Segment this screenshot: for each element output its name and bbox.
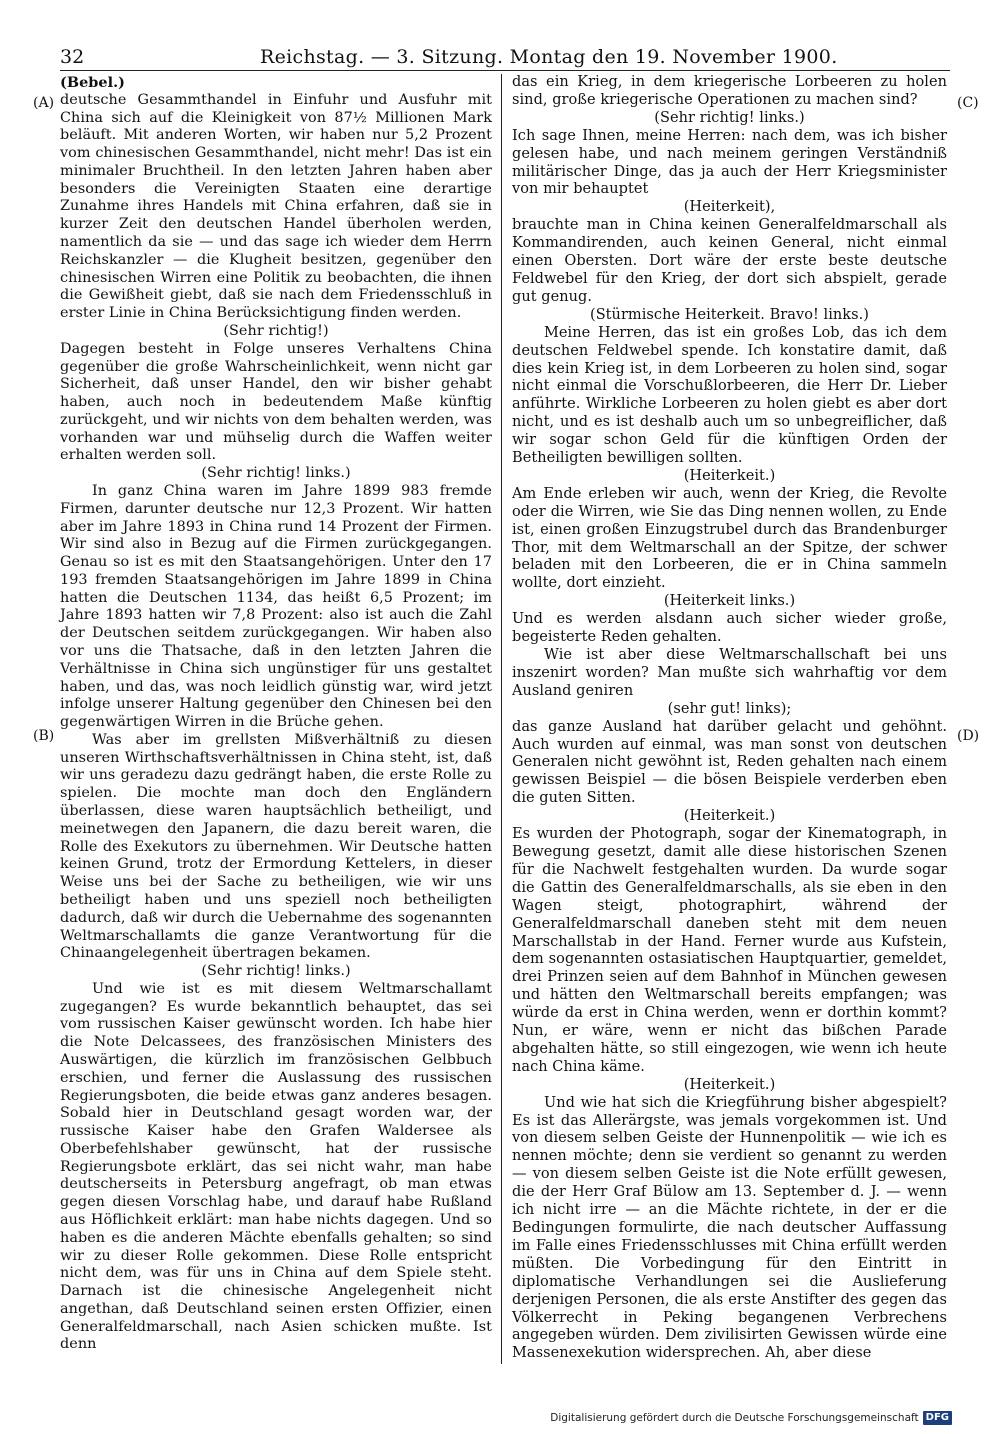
paragraph: Und es werden alsdann auch sicher wieder große, begeisterte Reden gehalten. <box>512 611 947 646</box>
speaker-name: (Bebel.) <box>60 74 126 91</box>
paragraph: In ganz China waren im Jahre 1899 983 fremde Firmen, darunter deutsche nur 12,3 Prozent. Wir hatten aber im Jahre 1893 in China rund 14 Prozent der Firmen. Wir sind also in Bezug auf die Firmen zurückgegangen. Genau so ist es mit den Staatsangehörigen. Unter den 17 193 fremden Staatsangehörigen im Jahre 1899 in China hatten die Deutschen 1134, das heißt 6,5 Prozent; im Jahre 1893 hatten wir 7,8 Prozent: also ist auch die Zahl der Deutschen seitdem zurückgegangen. Wir haben also vor uns die Thatsache, daß in den letzten Jahren die Verhältnisse in China sich ungünstiger für uns gestaltet haben, und das, was noch leidlich günstig war, wird jetzt infolge unserer Haltung gegenüber den Chinesen bei den gegenwärtigen Wirren in die Brüche gehen. <box>60 482 492 731</box>
interjection: (Heiterkeit), <box>683 199 776 216</box>
paragraph: Ich sage Ihnen, meine Herren: nach dem, was ich bisher gelesen habe, und nach meinem geringen Verständniß militärischer Dinge, das ja auch der Herr Kriegsminister von mir behauptet <box>512 127 947 198</box>
column-divider <box>501 74 502 1364</box>
interjection: (Heiterkeit.) <box>683 1076 776 1093</box>
interjection: (Sehr richtig! links.) <box>201 963 351 980</box>
margin-mark-a: (A) <box>33 95 55 111</box>
interjection: (Heiterkeit links.) <box>663 593 796 610</box>
paragraph: Es wurden der Photograph, sogar der Kinematograph, in Bewegung gesetzt, damit alle diese historischen Szenen für die Nachwelt festgehalten wurden. Da wurde sogar die Gattin des Generalfeldmarschalls, als sie eben in den Wagen steigt, photographirt, während der Generalfeldmarschall daneben steht mit dem neuen Marschallstab in der Hand. Ferner wurde aus Kufstein, dem sogenannten ostasiatischen Hauptquartier, gemeldet, drei Prinzen seien auf dem Bahnhof in München gewesen und hätten den Weltmarschall bereits empfangen; was würde da erst in China werden, wenn er dorthin kommt? Nun, er wäre, wenn er nicht das bißchen Parade abgehalten hätte, so still eingezogen, wie wenn ich heute nach China käme. <box>512 826 947 1075</box>
paragraph: Meine Herren, das ist ein großes Lob, das ich dem deutschen Feldwebel spende. Ich konstatire damit, daß dies kein Krieg ist, in dem Lorbeeren zu holen sind, sogar nicht einmal die Vorschußlorbeeren, die Herr Dr. Lieber anführte. Wirkliche Lorbeeren zu holen giebt es aber dort nicht, und es ist deshalb auch um so unbegreiflicher, daß wir sogar schon Geld für die künftigen Orden der Betheiligten bewilligen sollten. <box>512 324 947 467</box>
dfg-logo: DFG <box>923 1411 952 1425</box>
paragraph: Am Ende erleben wir auch, wenn der Krieg, die Revolte oder die Wirren, wie Sie das Ding nennen wollen, zu Ende ist, einen großen Einzugstrubel durch das Brandenburger Thor, mit dem Weltmarschall an der Spitze, der schwer beladen mit den Lorbeeren, die er in China sammeln wollte, dort einzieht. <box>512 485 947 592</box>
left-column <box>60 74 492 1364</box>
paragraph: Und wie hat sich die Kriegführung bisher abgespielt? Es ist das Allerärgste, was jemals vorgekommen ist. Und von diesem selben Geiste der Hunnenpolitik — wie ich es nennen möchte; denn sie verdient so genannt zu werden — von diesem selben Geiste ist die Note erfüllt gewesen, die der Herr Graf Bülow am 13. September d. J. — wenn ich nicht irre — an die Mächte richtete, in der er die Bedingungen formulirte, die nach deutscher Auffassung im Falle eines Friedensschlusses mit China erfüllt werden müßten. Die Vorbedingung für den Eintritt in diplomatische Verhandlungen sei die Auslieferung derjenigen Personen, die als erste Anstifter des gegen das Völkerrecht in Peking begangenen Verbrechens angegeben würden. Dem zivilisirten Gewissen würde eine Massenexekution widersprechen. Ah, aber diese <box>512 1094 947 1362</box>
margin-mark-d: (D) <box>957 728 980 744</box>
paragraph: das ein Krieg, in dem kriegerische Lorbeeren zu holen sind, große kriegerische Operationen zu machen sind? <box>512 74 947 108</box>
interjection: (Heiterkeit.) <box>683 808 776 825</box>
margin-mark-c: (C) <box>957 95 979 111</box>
page-header <box>60 44 950 70</box>
interjection: (Sehr richtig! links.) <box>654 109 805 126</box>
header-rule <box>60 70 950 71</box>
interjection: (sehr gut! links); <box>667 700 792 717</box>
footer-credit: Digitalisierung gefördert durch die Deutsche Forschungsgemeinschaft <box>550 1412 919 1424</box>
paragraph: deutsche Gesammthandel in Einfuhr und Ausfuhr mit China sich auf die Kleinigkeit von 87½ Millionen Mark beläuft. Mit anderen Worten, wir haben nur 5,2 Prozent vom chinesischen Gesammthandel, nicht mehr! Das ist ein minimaler Bruchtheil. In den letzten Jahren haben aber besonders die Vereinigten Staaten eine derartige Zunahme ihres Handels mit China erfahren, daß sie in kurzer Zeit den deutschen Handel überholen werden, namentlich da sie — und das sage ich wieder dem Herrn Reichskanzler — die Klugheit besitzen, gegenüber den chinesischen Wirren eine Politik zu beobachten, die ihnen die Gewißheit giebt, daß sie nach dem Friedensschluß in erster Linie in China Berücksichtigung finden werden. <box>60 91 492 322</box>
running-title: Reichstag. — 3. Sitzung. Montag den 19. November 1900. <box>260 46 838 68</box>
paragraph: Was aber im grellsten Mißverhältniß zu diesen unseren Wirthschaftsverhältnissen in China steht, ist, daß wir uns geradezu dazu gedrängt haben, die erste Rolle zu spielen. Die mochte man doch den Engländern überlassen, diese waren hauptsächlich betheiligt, und meinetwegen den Japanern, die dazu bereit waren, die Rolle des Exekutors zu übernehmen. Wir Deutsche hatten keinen Grund, trotz der Ermordung Kettelers, in dieser Weise uns bei der Sache zu betheiligen, wie wir uns betheiligt haben und uns speziell noch betheiligten dadurch, daß wir durch die Uebernahme des sogenannten Weltmarschallamts die ganze Verantwortung für die Chinaangelegenheit übertragen bekamen. <box>60 731 492 962</box>
footer <box>550 1411 952 1425</box>
right-column <box>512 74 947 1364</box>
margin-mark-b: (B) <box>33 728 55 744</box>
paragraph: brauchte man in China keinen Generalfeldmarschall als Kommandirenden, auch keinen General, nicht einmal einen Obersten. Dort wäre der erste beste deutsche Feldwebel für den Krieg, der dort sich abspielt, gerade gut genug. <box>512 217 947 305</box>
paragraph: Und wie ist es mit diesem Weltmarschallamt zugegangen? Es wurde bekanntlich behauptet, das sei vom russischen Kaiser gewünscht worden. Ich habe hier die Note Delcassees, des französischen Ministers des Auswärtigen, die kürzlich im französischen Gelbbuch erschien, und ferner die Auslassung des russischen Regierungsboten, die beide etwas ganz anderes besagen. Sobald hier in Deutschland gesagt worden war, der russische Kaiser habe den Grafen Waldersee als Oberbefehlshaber gewünscht, hat der russische Regierungsbote erklärt, das sei nicht wahr, man habe deutscherseits in Petersburg angefragt, ob man etwas gegen diesen Vorschlag habe, und darauf habe Rußland aus Höflichkeit erklärt: man habe nichts dagegen. Und so haben es die anderen Mächte ebenfalls gehalten; so sind wir zu dieser Rolle gekommen. Diese Rolle entspricht nicht dem, was für uns in China auf dem Spiele steht. Darnach ist die chinesische Angelegenheit nicht angethan, daß Deutschland seinen ersten Offizier, einen Generalfeldmarschall, nach Asien schicken mußte. Ist denn <box>60 980 492 1353</box>
interjection: (Sehr richtig! links.) <box>201 465 351 482</box>
paragraph: Dagegen besteht in Folge unseres Verhaltens China gegenüber die große Wahrscheinlichkeit, wenn nicht gar Sicherheit, daß unser Handel, den wir bisher gehabt haben, auch noch in bedeutendem Maße künftig zurückgeht, und wir nichts von dem behalten werden, was vorhanden war und mühselig durch die Waffen weiter erhalten werden soll. <box>60 340 492 464</box>
paragraph: Wie ist aber diese Weltmarschallschaft bei uns inszenirt worden? Man mußte sich wahrhaftig vor dem Ausland geniren <box>512 647 947 699</box>
paragraph: das ganze Ausland hat darüber gelacht und gehöhnt. Auch wurden auf einmal, was man sonst von deutschen Generalen nicht gewöhnt ist, Reden gehalten nach einem gewissen Beispiel — die bösen Beispiele verderben eben die guten Sitten. <box>512 718 947 807</box>
interjection: (Sehr richtig!) <box>223 322 329 339</box>
page-number: 32 <box>60 46 85 68</box>
interjection: (Heiterkeit.) <box>683 467 776 484</box>
interjection: (Stürmische Heiterkeit. Bravo! links.) <box>589 306 869 323</box>
